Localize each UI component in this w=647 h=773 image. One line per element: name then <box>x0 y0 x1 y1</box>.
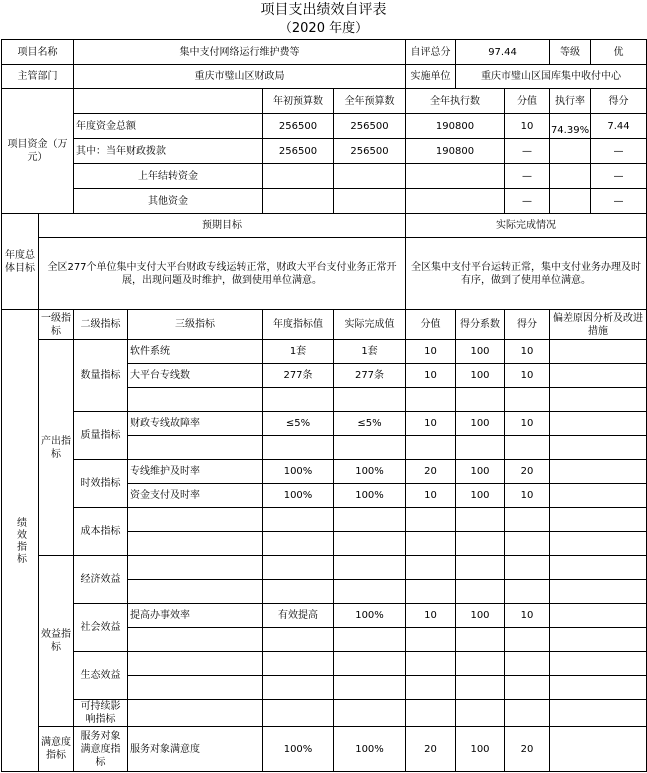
col-exec: 全年执行数 <box>406 89 505 114</box>
funds-weight: 10 <box>505 114 550 139</box>
funds-row-label: 年度资金总额 <box>74 114 263 139</box>
actual-result-text: 全区集中支付平台运转正常，集中支付业务办理及时有序，做到了使用单位满意。 <box>406 238 647 310</box>
group-output: 产出指标 <box>39 340 74 556</box>
funds-row-label: 上年结转资金 <box>74 164 263 189</box>
indicator-coef: 100 <box>456 604 505 628</box>
funds-rate <box>550 139 591 163</box>
indicator-score: 10 <box>505 412 550 436</box>
indicator-target: ≤5% <box>263 412 334 436</box>
dept: 重庆市璧山区财政局 <box>74 65 406 89</box>
col-coef: 得分系数 <box>456 310 505 340</box>
indicator-name: 专线维护及时率 <box>128 460 263 484</box>
sub-cost: 成本指标 <box>74 508 128 556</box>
funds-weight: — <box>505 164 550 189</box>
indicator-score: 10 <box>505 364 550 388</box>
funds-rate <box>550 164 591 188</box>
evaluation-table <box>1 39 647 772</box>
col-deviation: 偏差原因分析及改进措施 <box>550 310 647 340</box>
indicator-actual: 100% <box>334 727 406 772</box>
sub-ecological: 生态效益 <box>74 652 128 700</box>
group-satisfaction: 满意度指标 <box>39 727 74 772</box>
indicator-weight: 10 <box>406 412 456 436</box>
indicator-coef: 100 <box>456 340 505 364</box>
indicator-coef: 100 <box>456 412 505 436</box>
funds-full: 256500 <box>334 139 406 164</box>
sub-social: 社会效益 <box>74 604 128 652</box>
form-year: （2020 年度） <box>278 21 369 36</box>
indicator-score: 20 <box>505 460 550 484</box>
sub-sustain: 可持续影响指标 <box>74 700 128 727</box>
goals-section-label: 年度总体目标 <box>2 214 39 310</box>
indicator-coef: 100 <box>456 484 505 508</box>
indicator-score: 10 <box>505 604 550 628</box>
form-title: 项目支出绩效自评表 <box>260 2 387 18</box>
impl-unit: 重庆市璧山区国库集中收付中心 <box>456 65 647 89</box>
indicator-coef: 100 <box>456 460 505 484</box>
indicator-weight: 10 <box>406 484 456 508</box>
indicator-weight: 10 <box>406 364 456 388</box>
indicator-coef: 100 <box>456 727 505 772</box>
col-rate: 执行率 <box>550 89 591 113</box>
expected-goal-label: 预期目标 <box>39 214 406 238</box>
col-weight: 分值 <box>505 89 550 114</box>
col-level3: 三级指标 <box>128 310 263 340</box>
sub-quantity: 数量指标 <box>74 340 128 412</box>
indicator-name: 提高办事效率 <box>128 604 263 628</box>
indicator-score: 20 <box>505 727 550 772</box>
col-actual: 实际完成值 <box>334 310 406 340</box>
indicator-target: 100% <box>263 484 334 508</box>
group-benefit: 效益指标 <box>39 556 74 727</box>
indicator-actual: 1套 <box>334 340 406 364</box>
indicator-target: 1套 <box>263 340 334 364</box>
funds-rate: 74.39% <box>550 114 591 138</box>
col-score: 得分 <box>608 95 629 107</box>
indicator-actual: 100% <box>334 460 406 484</box>
indicator-target: 277条 <box>263 364 334 388</box>
indicator-target: 有效提高 <box>263 604 334 628</box>
funds-exec: 190800 <box>406 114 505 139</box>
grade: 优 <box>613 46 624 58</box>
funds-weight: — <box>505 139 550 164</box>
indicator-weight: 20 <box>406 727 456 772</box>
col-target: 年度指标值 <box>263 310 334 340</box>
indicator-name: 软件系统 <box>128 340 263 364</box>
indicator-score: 10 <box>505 484 550 508</box>
score-label: 自评总分 <box>406 40 456 65</box>
funds-init: 256500 <box>263 114 334 139</box>
indicator-name: 财政专线故障率 <box>128 412 263 436</box>
sub-economic: 经济效益 <box>74 556 128 604</box>
col-full-budget: 全年预算数 <box>334 89 406 114</box>
funds-rate <box>550 189 591 213</box>
funds-init: 256500 <box>263 139 334 164</box>
col-weight: 分值 <box>406 310 456 340</box>
indicators-section-label: 绩效指标 <box>14 516 26 565</box>
col-level1: 一级指标 <box>39 310 74 340</box>
funds-init <box>263 164 334 189</box>
project-name: 集中支付网络运行维护费等 <box>74 40 406 65</box>
funds-score: 7.44 <box>607 120 630 132</box>
funds-exec <box>406 189 505 214</box>
expected-goal-text: 全区277个单位集中支付大平台财政专线运转正常，财政大平台支付业务正常开展，出现问题及时维护，做到使用单位满意。 <box>39 238 406 310</box>
indicator-actual: 100% <box>334 484 406 508</box>
indicator-name: 服务对象满意度 <box>128 727 263 772</box>
dept-label: 主管部门 <box>2 65 74 89</box>
indicator-weight: 20 <box>406 460 456 484</box>
indicator-weight: 10 <box>406 340 456 364</box>
impl-label: 实施单位 <box>406 65 456 89</box>
funds-init <box>263 189 334 214</box>
grade-label: 等级 <box>550 40 591 64</box>
funds-full <box>334 164 406 189</box>
project-name-label: 项目名称 <box>2 40 74 65</box>
sub-timeliness: 时效指标 <box>74 460 128 508</box>
indicator-weight: 10 <box>406 604 456 628</box>
funds-row-label: 其中：当年财政拨款 <box>74 139 263 164</box>
col-score: 得分 <box>505 310 550 340</box>
indicator-actual: 277条 <box>334 364 406 388</box>
indicator-name: 大平台专线数 <box>128 364 263 388</box>
funds-section-label: 项目资金（万元） <box>2 89 74 214</box>
funds-full <box>334 189 406 214</box>
funds-score: — <box>613 170 624 182</box>
indicator-name: 资金支付及时率 <box>128 484 263 508</box>
funds-exec <box>406 164 505 189</box>
funds-weight: — <box>505 189 550 214</box>
indicator-score: 10 <box>505 340 550 364</box>
funds-score: — <box>613 195 624 207</box>
funds-exec: 190800 <box>406 139 505 164</box>
sub-quality: 质量指标 <box>74 412 128 460</box>
col-level2: 二级指标 <box>74 310 128 340</box>
total-score: 97.44 <box>456 40 550 65</box>
indicator-coef: 100 <box>456 364 505 388</box>
funds-row-label: 其他资金 <box>74 189 263 214</box>
col-init-budget: 年初预算数 <box>263 89 334 114</box>
indicator-target: 100% <box>263 727 334 772</box>
indicator-target: 100% <box>263 460 334 484</box>
funds-score: — <box>613 145 624 157</box>
indicator-actual: ≤5% <box>334 412 406 436</box>
funds-full: 256500 <box>334 114 406 139</box>
sub-service: 服务对象满意度指标 <box>74 727 128 772</box>
actual-result-label: 实际完成情况 <box>406 214 647 238</box>
indicator-actual: 100% <box>334 604 406 628</box>
